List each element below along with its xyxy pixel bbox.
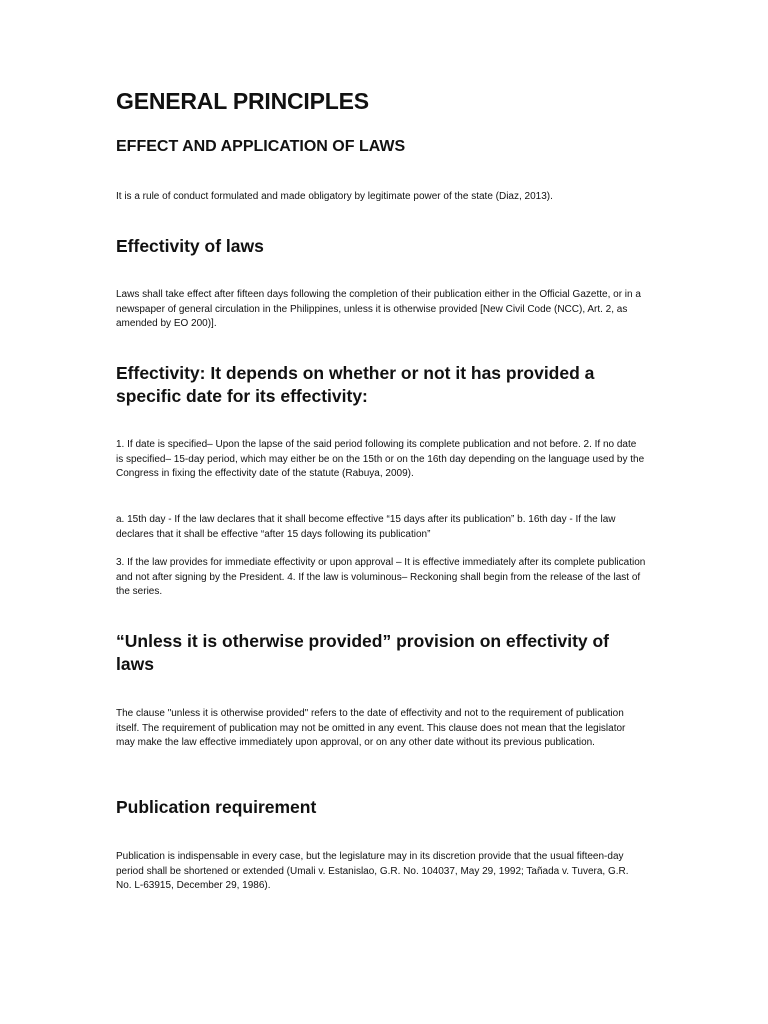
document-subtitle: EFFECT AND APPLICATION OF LAWS xyxy=(116,138,406,155)
intro-paragraph: It is a rule of conduct formulated and made obligatory by legitimate power of the state (Diaz, 2013). xyxy=(116,191,553,202)
section-heading-unless-otherwise-provided: “Unless it is otherwise provided” provision on effectivity of laws xyxy=(116,631,610,674)
section-paragraph: 1. If date is specified– Upon the lapse of the said period following its complete publication and not before. 2. If no date is specified– 15-day period, which may either be on the 15th or on the 16th day depending on the language used by the Congress in fixing the effectivity date of the statute (Rabuya, 2009). xyxy=(116,439,645,480)
section-paragraph: Publication is indispensable in every case, but the legislature may in its discretion provide that the usual fifteen-day period shall be shortened or extended (Umali v. Estanislao, G.R. No. 104037, May 29, 1992; Tañada v. Tuvera, G.R. No. L-63915, December 29, 1986). xyxy=(116,851,629,892)
section-paragraph: Laws shall take effect after fifteen days following the completion of their publication either in the Official Gazette, or in a newspaper of general circulation in the Philippines, unless it is otherwise provided [New Civil Code (NCC), Art. 2, as amended by EO 200)]. xyxy=(116,289,641,330)
section-paragraph: The clause "unless it is otherwise provided" refers to the date of effectivity and not to the requirement of publication itself. The requirement of publication may not be omitted in any event. This clause does not mean that the legislator may make the law effective immediately upon approval, or on any other date without its previous publication. xyxy=(116,708,626,749)
section-heading-effectivity-of-laws: Effectivity of laws xyxy=(116,236,264,256)
section-heading-effectivity-date: Effectivity: It depends on whether or not it has provided a specific date for its effectivity: xyxy=(116,363,595,406)
section-heading-publication-requirement: Publication requirement xyxy=(116,797,317,817)
section-paragraph: a. 15th day - If the law declares that it shall become effective “15 days after its publication” b. 16th day - If the law declares that it shall be effective “after 15 days following its publication” xyxy=(116,514,616,540)
document-title: GENERAL PRINCIPLES xyxy=(116,88,369,114)
section-paragraph: 3. If the law provides for immediate effectivity or upon approval – It is effective immediately after its complete publication and not after signing by the President. 4. If the law is voluminous– Reckoning shall begin from the release of the last of the series. xyxy=(116,557,646,598)
